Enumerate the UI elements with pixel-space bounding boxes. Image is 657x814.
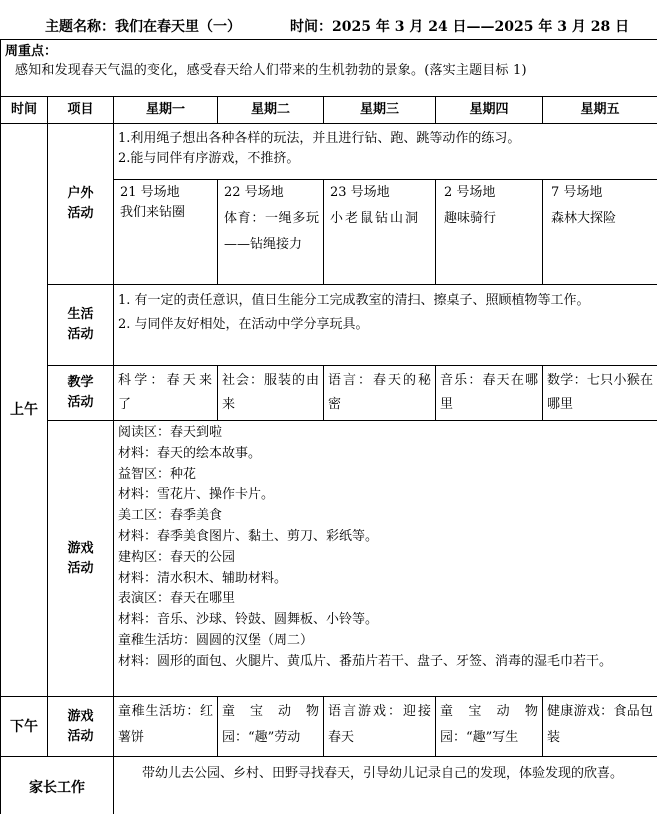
outdoor-goal-1: 1.利用绳子想出各种各样的玩法，并且进行钻、跑、跳等动作的练习。 [118,131,521,146]
outdoor-site-wednesday [324,180,436,285]
teaching-friday: 数学：七只小猴在哪里 [543,366,657,421]
area-line: 材料：雪花片、操作卡片。 [118,487,275,503]
site-activity: 趣味骑行 [444,211,497,226]
column-header-row [1,97,657,124]
life-activity-cell [114,285,657,366]
area-line: 美工区：春季美食 [118,508,223,524]
site-activity: 体育：一绳多玩——钻绳接力 [224,211,319,252]
learning-areas-cell [114,421,657,697]
parents-row [1,757,657,814]
area-line: 材料：春天的绘本故事。 [118,445,262,461]
site-place: 23 号场地 [330,185,390,200]
weekly-plan-table [0,39,657,814]
column-header-monday: 星期一 [114,97,218,124]
outdoor-site-thursday [436,180,543,285]
theme-title: 主题名称：我们在春天里（一） [45,19,241,35]
outdoor-site-monday [114,180,218,285]
column-header-friday: 星期五 [543,97,657,124]
plan-header [0,14,657,36]
teaching-label-bottom: 活动 [67,395,94,410]
column-header-wednesday: 星期三 [324,97,436,124]
area-line: 建构区：春天的公园 [118,549,236,565]
column-header-thursday: 星期四 [436,97,543,124]
site-activity: 小老鼠钻山洞 [330,211,421,226]
week-focus-cell [1,40,657,97]
column-header-time: 时间 [1,97,48,124]
teaching-thursday: 音乐：春天在哪里 [436,366,543,421]
afternoon-label: 下午 [1,697,48,757]
outdoor-site-tuesday [218,180,324,285]
afternoon-game-wednesday: 语言游戏：迎接春天 [324,697,436,757]
teaching-wednesday: 语言：春天的秘密 [324,366,436,421]
teaching-monday: 科学：春天来了 [114,366,218,421]
afternoon-game-monday: 童稚生活坊：红薯饼 [114,697,218,757]
afternoon-game-label-top: 游戏 [67,708,94,724]
area-line: 童稚生活坊：圆圆的汉堡（周二） [118,632,314,648]
outdoor-goal-2: 2.能与同伴有序游戏，不推挤。 [118,151,300,166]
teaching-tuesday: 社会：服装的由来 [218,366,324,421]
life-label-bottom: 活动 [67,327,94,342]
afternoon-game-label [48,697,114,757]
game-label-top: 游戏 [67,540,94,556]
area-line: 阅读区：春天到啦 [118,425,223,440]
outdoor-goals-cell [114,124,657,180]
date-range: 时间：2025 年 3 月 24 日——2025 年 3 月 28 日 [290,19,630,35]
site-activity: 森林大探险 [551,211,617,226]
afternoon-game-thursday: 童宝动物园：“趣”写生 [436,697,543,757]
afternoon-game-tuesday: 童宝动物园：“趣”劳动 [218,697,324,757]
area-line: 表演区：春天在哪里 [118,591,236,607]
area-line: 材料：清水积木、辅助材料。 [118,570,288,586]
column-header-item: 项目 [48,97,114,124]
parents-work-text: 带幼儿去公园、乡村、田野寻找春天，引导幼儿记录自己的发现，体验发现的欣喜。 [142,766,624,781]
week-focus-label: 周重点： [5,44,58,59]
life-activity-row [1,285,657,366]
outdoor-goals-row [1,124,657,180]
life-activity-line-1: 1. 有一定的责任意识，值日生能分工完成教室的清扫、擦桌子、照顾植物等工作。 [118,293,590,308]
afternoon-row [1,697,657,757]
site-place: 21 号场地 [120,185,180,200]
life-label-top: 生活 [67,307,94,322]
outdoor-label-top: 户外 [67,186,94,201]
morning-label: 上午 [1,124,48,697]
game-activity-row [1,421,657,697]
site-activity: 我们来钻圈 [120,205,186,220]
afternoon-game-label-bottom: 活动 [67,728,94,744]
site-place: 2 号场地 [444,185,496,200]
site-place: 22 号场地 [224,185,284,200]
afternoon-game-friday: 健康游戏：食品包装 [543,697,657,757]
area-line: 材料：春季美食图片、黏土、剪刀、彩纸等。 [118,528,379,544]
parents-work-cell [114,757,657,814]
area-line: 益智区：种花 [118,466,197,482]
focus-row [1,40,657,97]
area-line: 材料：音乐、沙球、铃鼓、圆舞板、小铃等。 [118,612,379,628]
game-label-bottom: 活动 [67,560,94,576]
column-header-tuesday: 星期二 [218,97,324,124]
outdoor-site-friday [543,180,657,285]
outdoor-label-bottom: 活动 [67,206,94,221]
game-activity-label [48,421,114,697]
teaching-activity-row [1,366,657,421]
outdoor-activity-label [48,124,114,285]
life-activity-label [48,285,114,366]
parents-work-label: 家长工作 [1,757,114,814]
area-line: 材料：圆形的面包、火腿片、黄瓜片、番茄片若干、盘子、牙签、消毒的湿毛巾若干。 [118,653,613,669]
teaching-activity-label [48,366,114,421]
site-place: 7 号场地 [551,185,603,200]
teaching-label-top: 教学 [67,375,94,390]
week-focus-text: 感知和发现春天气温的变化，感受春天给人们带来的生机勃勃的景象。(落实主题目标 1) [15,63,527,78]
life-activity-line-2: 2. 与同伴友好相处，在活动中学分享玩具。 [118,317,369,332]
